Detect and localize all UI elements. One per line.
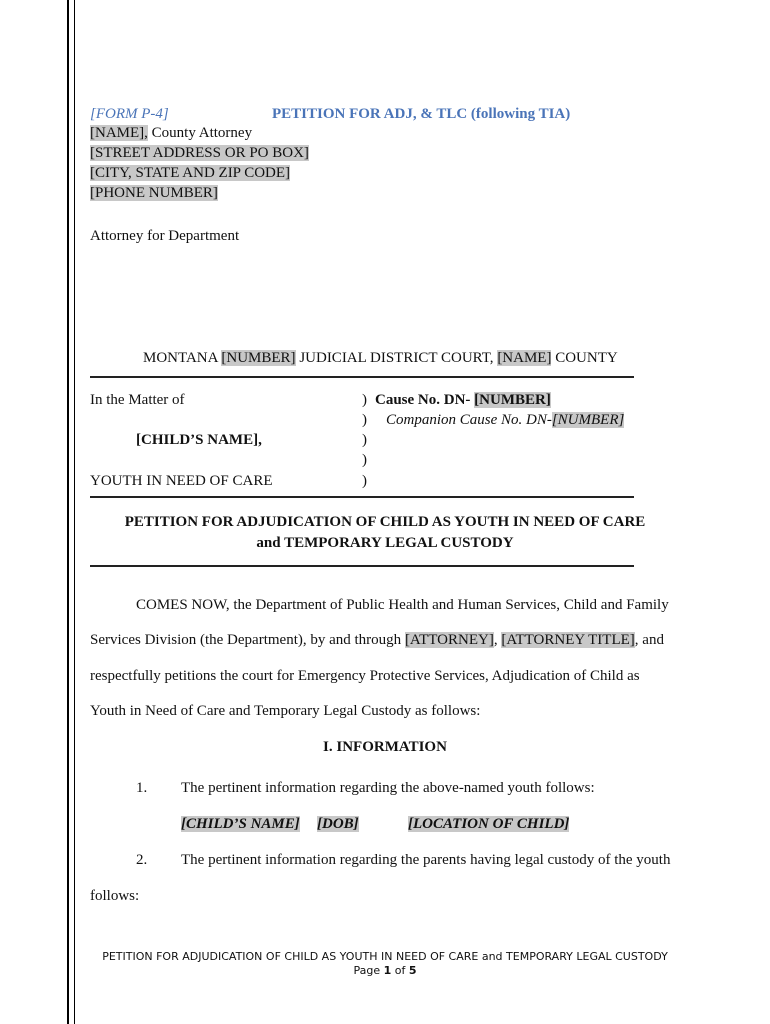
caption-child-name: [CHILD’S NAME], [136, 432, 262, 448]
attorney-name-placeholder: [NAME], [90, 125, 148, 141]
cause-number: [NUMBER] [474, 392, 551, 408]
caption-paren: ) [362, 473, 367, 489]
item-text: The pertinent information regarding the parents having legal custody of the youth [181, 852, 671, 868]
youth-in-need-label: YOUTH IN NEED OF CARE [90, 473, 273, 489]
attorney-phone-line [90, 185, 218, 202]
caption-paren: ) [362, 452, 367, 468]
companion-number: [NUMBER] [551, 412, 625, 428]
body-line-3: respectfully petitions the court for Emergency Protective Services, Adjudication of Child as [90, 668, 640, 684]
companion-cause-line [386, 412, 624, 429]
in-matter-of: In the Matter of [90, 392, 185, 408]
youth-dob-field [317, 816, 359, 833]
attorney-city-line [90, 165, 290, 182]
court-prefix: MONTANA [143, 350, 222, 366]
youth-child-name: [CHILD’S NAME] [181, 816, 300, 832]
attorney-placeholder: [ATTORNEY] [404, 632, 494, 648]
footer-page [90, 964, 680, 977]
body-line-2a: Services Division (the Department), by and through [90, 632, 405, 648]
page-total: 5 [408, 964, 417, 977]
petition-title-line2: and TEMPORARY LEGAL CUSTODY [256, 535, 514, 551]
attorney-title-placeholder: [ATTORNEY TITLE] [501, 632, 635, 648]
body-line-1: COMES NOW, the Department of Public Health and Human Services, Child and Family [136, 597, 669, 613]
attorney-name-line [90, 125, 252, 142]
item-number: 1. [136, 780, 148, 796]
page-prefix: Page [353, 964, 384, 977]
footer-title: PETITION FOR ADJUDICATION OF CHILD AS YOUTH IN NEED OF CARE and TEMPORARY LEGAL CUSTODY [102, 950, 668, 963]
youth-location-field [408, 816, 569, 833]
court-line [143, 350, 618, 367]
item-number: 2. [136, 852, 148, 868]
caption-paren: ) [362, 412, 367, 428]
attorney-city-state-zip: [CITY, STATE AND ZIP CODE] [90, 165, 291, 181]
attorney-role: Attorney for Department [90, 228, 240, 244]
youth-dob: [DOB] [317, 816, 359, 832]
page-number: 1 [383, 964, 392, 977]
county-name: [NAME] [497, 350, 552, 366]
cause-number-line [375, 392, 551, 409]
attorney-name-suffix: County Attorney [147, 125, 253, 141]
document-header-title: PETITION FOR ADJ, & TLC (following TIA) [272, 106, 571, 122]
court-middle: JUDICIAL DISTRICT COURT, [295, 350, 498, 366]
youth-location: [LOCATION OF CHILD] [408, 816, 570, 832]
caption-paren: ) [362, 432, 367, 448]
attorney-phone: [PHONE NUMBER] [90, 185, 218, 201]
cause-prefix: Cause No. DN- [375, 392, 475, 408]
caption-paren: ) [362, 392, 367, 408]
margin-line-outer [67, 0, 69, 1024]
youth-child-name-field [181, 816, 300, 833]
body-line-4: Youth in Need of Care and Temporary Legal Custody as follows: [90, 703, 481, 719]
caption-top-rule [90, 376, 634, 378]
petition-title-line1: PETITION FOR ADJUDICATION OF CHILD AS YOUTH IN NEED OF CARE [124, 514, 646, 530]
companion-prefix: Companion Cause No. DN- [386, 412, 552, 428]
attorney-address-line [90, 145, 309, 162]
page-of: of [391, 964, 409, 977]
body-comma: , [493, 632, 502, 648]
item-2-continuation: follows: [90, 888, 140, 904]
item-text: The pertinent information regarding the above-named youth follows: [181, 780, 595, 796]
title-bottom-rule [90, 565, 634, 567]
margin-line-inner [74, 0, 75, 1024]
district-number: [NUMBER] [221, 350, 296, 366]
attorney-address: [STREET ADDRESS OR PO BOX] [90, 145, 309, 161]
court-suffix: COUNTY [551, 350, 618, 366]
body-line-2 [90, 632, 664, 649]
body-line-2b: , and [634, 632, 664, 648]
section-heading: I. INFORMATION [323, 739, 447, 755]
caption-bottom-rule [90, 496, 634, 498]
form-id: [FORM P-4] [90, 106, 169, 122]
